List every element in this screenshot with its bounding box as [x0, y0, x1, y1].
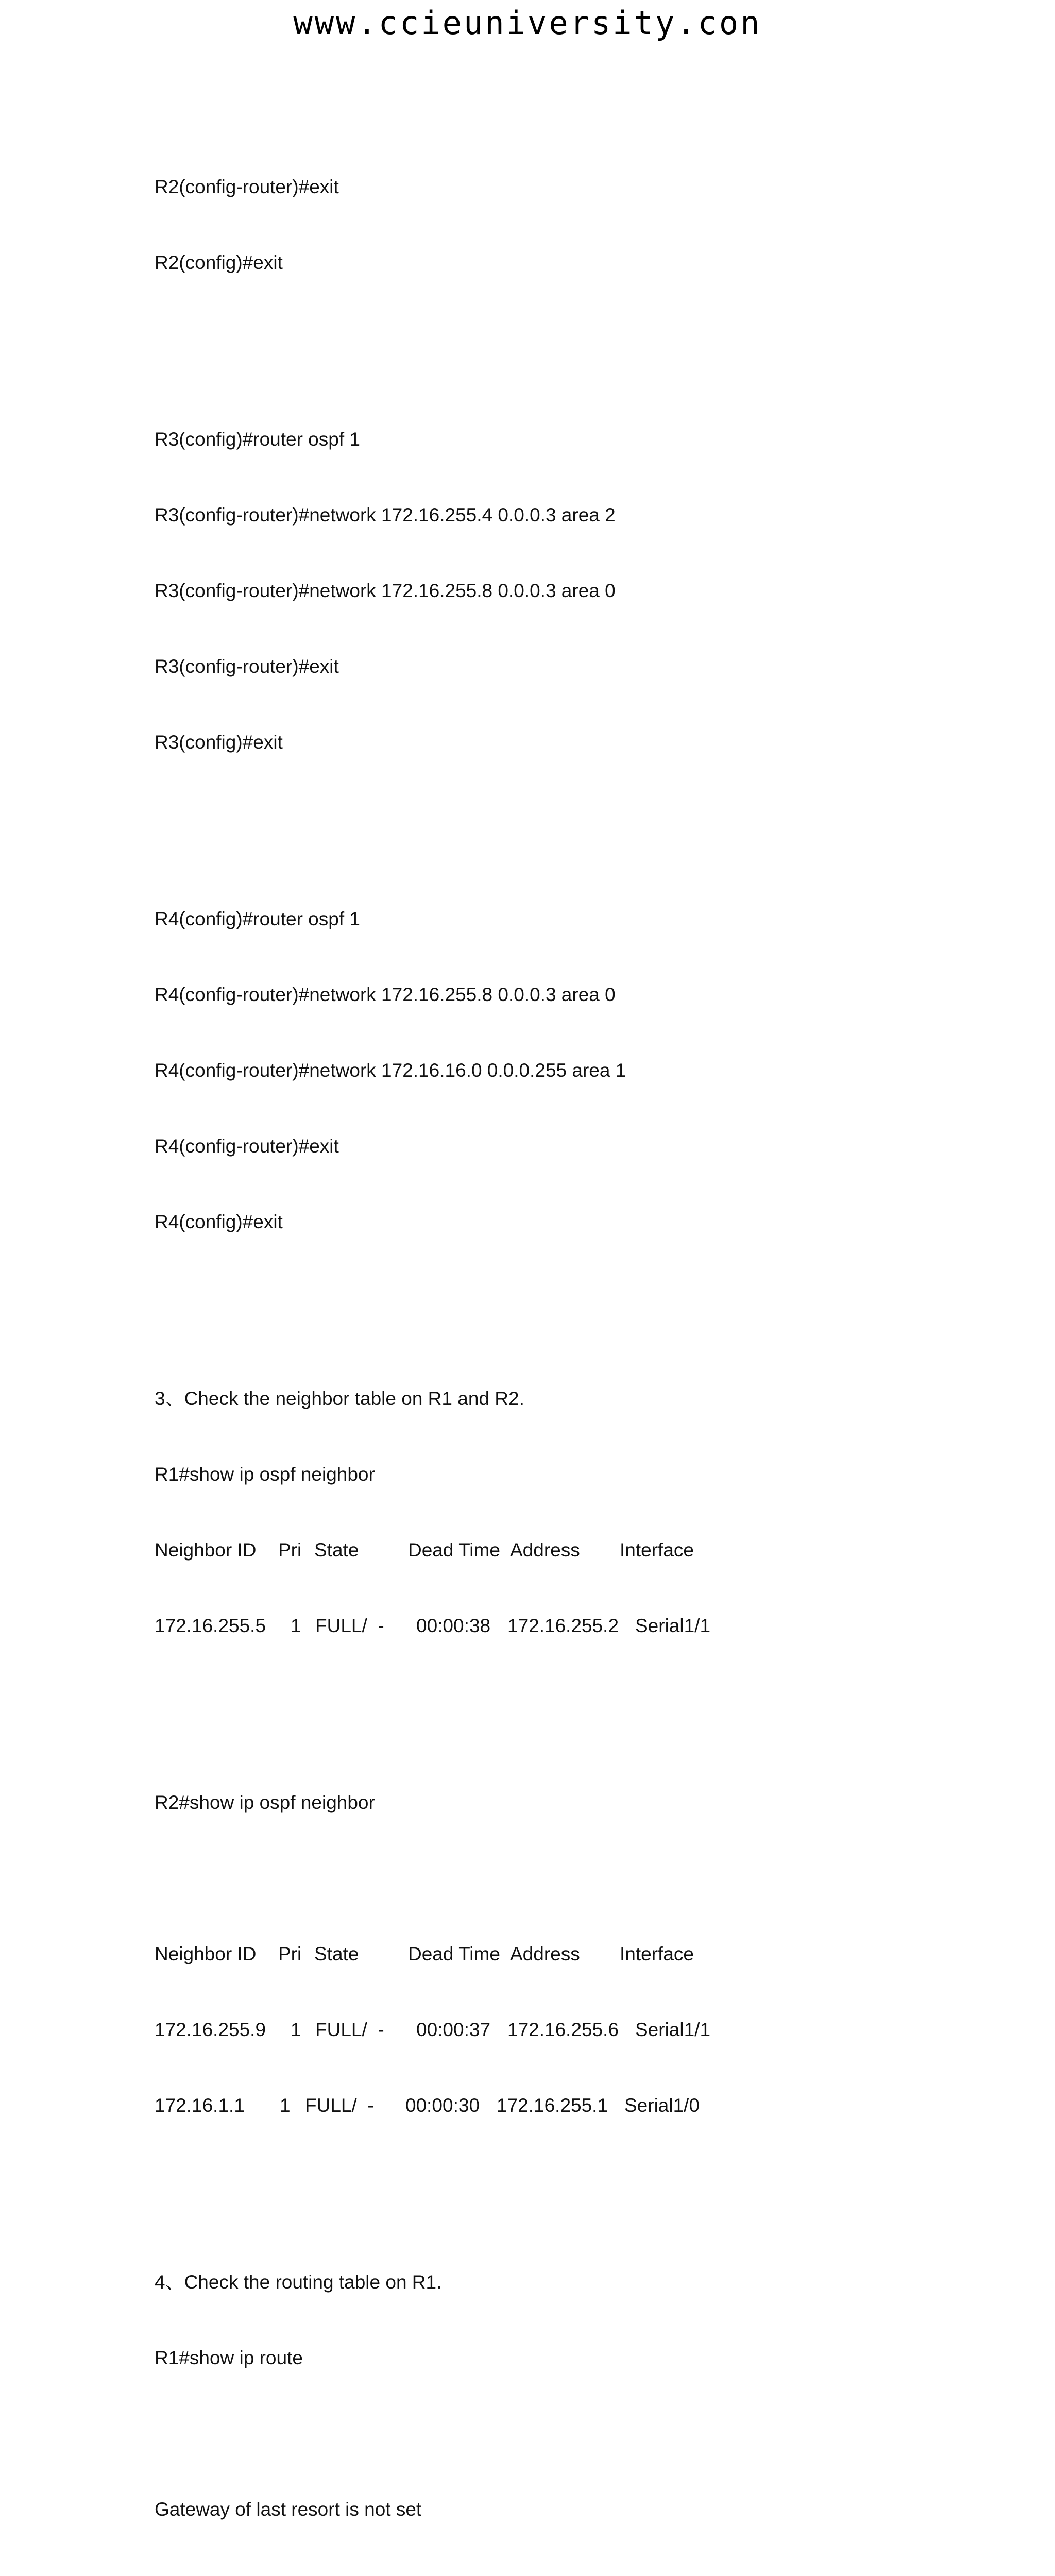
cell: 00:00:38: [416, 1615, 491, 1636]
cli-line: R4(config-router)#network 172.16.255.8 0.0.0.3 area 0: [155, 984, 616, 1005]
cli-line: R4(config-router)#network 172.16.16.0 0.0.0.255 area 1: [155, 1060, 626, 1081]
column-header: Neighbor ID: [155, 1539, 257, 1561]
cell: FULL/ -: [315, 1615, 384, 1636]
cell: 1: [291, 2019, 301, 2040]
cell: FULL/ -: [305, 2095, 374, 2116]
cli-line: R4(config-router)#exit: [155, 1136, 339, 1157]
document-body: [155, 124, 888, 2576]
neighbor-table-header: [155, 1537, 888, 1563]
column-header: Address: [510, 1539, 580, 1561]
column-header: Interface: [620, 1943, 694, 1964]
cell: 172.16.255.5: [155, 1615, 266, 1636]
table-row: [155, 2093, 888, 2118]
neighbor-table-header: [155, 1941, 888, 1967]
column-header: State: [314, 1943, 359, 1964]
step-heading: 3、Check the neighbor table on R1 and R2.: [155, 1388, 524, 1409]
column-header: State: [314, 1539, 359, 1561]
cli-line: R3(config)#router ospf 1: [155, 429, 360, 450]
cli-line: R2#show ip ospf neighbor: [155, 1792, 375, 1813]
cell: 00:00:30: [405, 2095, 480, 2116]
cell: 172.16.1.1: [155, 2095, 245, 2116]
column-header: Pri: [278, 1539, 302, 1561]
column-header: Interface: [620, 1539, 694, 1561]
cell: 172.16.255.2: [507, 1615, 619, 1636]
cell: 00:00:37: [416, 2019, 491, 2040]
cli-line: R1#show ip ospf neighbor: [155, 1464, 375, 1485]
cli-line: Gateway of last resort is not set: [155, 2499, 422, 2520]
column-header: Neighbor ID: [155, 1943, 257, 1964]
cli-line: R1#show ip route: [155, 2347, 303, 2368]
cli-line: R4(config)#router ospf 1: [155, 908, 360, 929]
cell: 1: [291, 1615, 301, 1636]
column-header: Dead Time: [408, 1943, 500, 1964]
table-row: [155, 1613, 888, 1638]
cell: Serial1/1: [635, 2019, 711, 2040]
cell: 172.16.255.1: [497, 2095, 608, 2116]
cell: 1: [280, 2095, 291, 2116]
cli-line: R2(config-router)#exit: [155, 176, 339, 197]
cell: FULL/ -: [315, 2019, 384, 2040]
cli-line: R3(config-router)#network 172.16.255.8 0.0.0.3 area 0: [155, 580, 616, 601]
site-header: www.ccieuniversity.con: [293, 4, 762, 42]
table-row: [155, 2017, 888, 2042]
cli-line: R4(config)#exit: [155, 1211, 283, 1232]
cell: Serial1/0: [624, 2095, 700, 2116]
cli-line: R3(config)#exit: [155, 732, 283, 753]
column-header: Dead Time: [408, 1539, 500, 1561]
column-header: Address: [510, 1943, 580, 1964]
cli-line: R3(config-router)#exit: [155, 656, 339, 677]
column-header: Pri: [278, 1943, 302, 1964]
step-heading: 4、Check the routing table on R1.: [155, 2272, 442, 2293]
cell: Serial1/1: [635, 1615, 711, 1636]
cli-line: R3(config-router)#network 172.16.255.4 0.0.0.3 area 2: [155, 504, 616, 526]
cli-line: R2(config)#exit: [155, 252, 283, 273]
cell: 172.16.255.9: [155, 2019, 266, 2040]
cell: 172.16.255.6: [507, 2019, 619, 2040]
